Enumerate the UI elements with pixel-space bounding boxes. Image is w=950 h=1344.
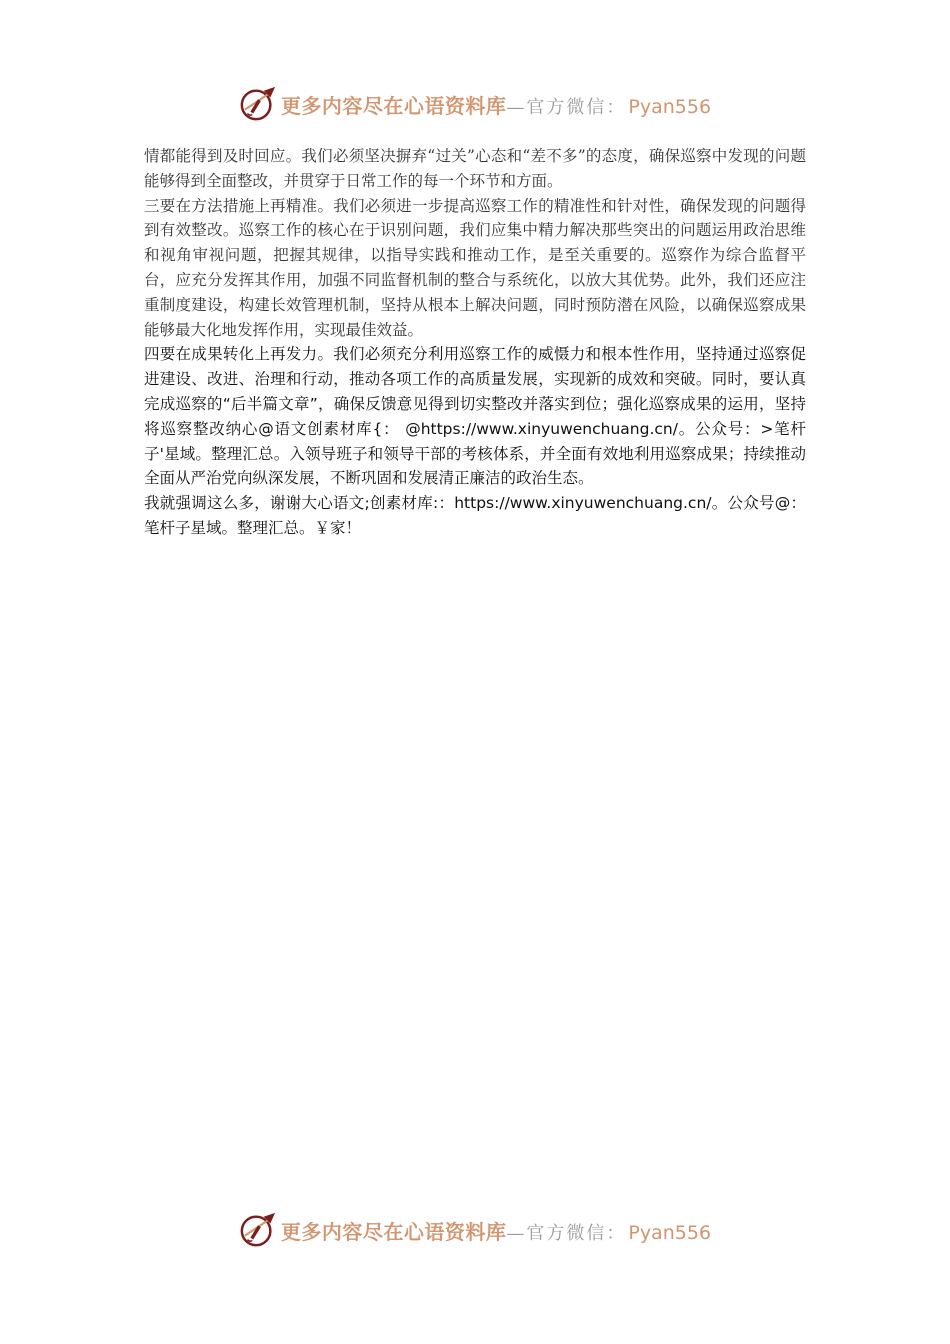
paragraph-3: 四要在成果转化上再发力。我们必须充分利用巡察工作的威慑力和根本性作用，坚持通过巡察促进建设、改进、治理和行动，推动各项工作的高质量发展，实现新的成效和突破。同时，要认真完成巡察的“后半篇文章”，确保反馈意见得到切实整改并落实到位；强化巡察成果的运用，坚持将巡察整改纳心@语文创素材库{： @https://www.xinyuwenchuang.cn/。公众号：>笔杆子'星域。整理汇总。入领导班子和领导干部的考核体系，并全面有效地利用巡察成果；持续推动全面从严治党向纵深发展，不断巩固和发展清正廉洁的政治生态。: [144, 345, 806, 488]
paragraph-2: 三要在方法措施上再精准。我们必须进一步提高巡察工作的精准性和针对性，确保发现的问题得到有效整改。巡察工作的核心在于识别问题，我们应集中精力解决那些突出的问题运用政治思维和视角审视问题，把握其规律，以指导实践和推动工作，是至关重要的。巡察作为综合监督平台，应充分发挥其作用，加强不同监督机制的整合与系统化，以放大其优势。此外，我们还应注重制度建设，构建长效管理机制，坚持从根本上解决问题，同时预防潜在风险，以确保巡察成果能够最大化地发挥作用，实现最佳效益。: [144, 196, 806, 339]
footer-main-text: 更多内容尽在心语资料库: [280, 1219, 507, 1244]
header-text: [281, 90, 711, 119]
footer-banner: [0, 1208, 950, 1252]
footer-wechat-id: Pyan556: [628, 1221, 712, 1244]
footer-sub-text: —官方微信：: [506, 1222, 627, 1244]
paragraph-4: 我就强调这么多，谢谢大心语文;创素材库:：https://www.xinyuwenchuang.cn/。公众号@：笔杆子星域。整理汇总。￥家！: [144, 494, 806, 537]
body-content: [144, 144, 806, 541]
brush-logo-icon: [239, 1211, 277, 1249]
footer-text: [281, 1216, 711, 1245]
header-sub-text: —官方微信：: [506, 96, 627, 118]
header-wechat-id: Pyan556: [628, 95, 712, 118]
header-banner: [0, 82, 950, 126]
brush-logo-icon: [239, 85, 277, 123]
paragraph-1: 情都能得到及时回应。我们必须坚决摒弃“过关”心态和“差不多”的态度，确保巡察中发现的问题能够得到全面整改，并贯穿于日常工作的每一个环节和方面。: [144, 147, 806, 190]
header-main-text: 更多内容尽在心语资料库: [280, 93, 507, 118]
